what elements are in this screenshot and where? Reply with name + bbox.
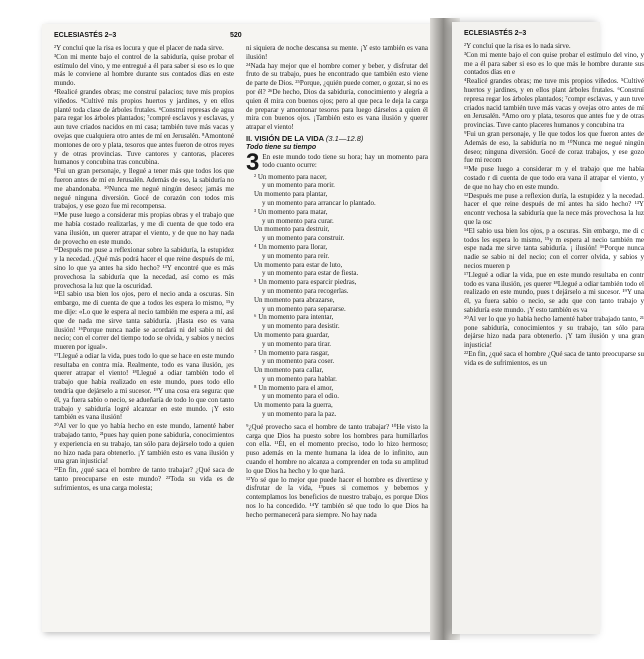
right-column <box>246 44 428 520</box>
right-page <box>452 22 644 634</box>
poem-line: y un momento para el odio. <box>262 392 339 401</box>
paragraph: ²Y concluí que la risa es lo nada sirve. <box>464 42 571 50</box>
poem-line: Un momento para estar de luto, <box>254 260 343 269</box>
paragraph: ²⁰Al ver lo que yo había hecho lamenté haber trabajado tanto, ²¹ pone sabiduría, conocimientos y su trabajo, tan sólo para dejárse hizo nada para obtenerlo. ¡Y tam ilusión y una gran injusticia! <box>464 314 644 350</box>
section-title: II. VISIÓN DE LA VIDA <box>246 133 324 143</box>
poem-line: y un momento para arrancar lo plantado. <box>262 198 376 207</box>
left-column <box>54 44 234 493</box>
poem-line: Un momento para abrazarse, <box>254 295 335 304</box>
poem-line: y un momento para coser. <box>262 357 335 366</box>
subtitle: Todo tiene su tiempo <box>246 143 317 151</box>
paragraph: ni siquiera de noche descansa su mente. ¡Y esto también es vana ilusión! <box>246 44 428 61</box>
poem-line: y un momento para estar de fiesta. <box>262 269 359 278</box>
paragraph: ²⁰Al ver lo que yo había hecho en este mundo, lamenté haber trabajado tanto, ²¹pues hay quien pone sabiduría, conocimientos y experiencia en su trabajo, tan sólo para dejárselo todo a quien no hizo nada para obtenerlo. ¡Y también esto es vana ilusión y una gran injusticia! <box>54 422 234 466</box>
left-page <box>42 24 440 632</box>
poem-line: y un momento para reír. <box>262 251 330 260</box>
paragraph: ²²En fin, ¿qué saca el hombre de tanto trabajar? ¿Qué saca de tanto preocuparse en este mundo? ²³Toda su vida es de sufrimientos, es una carga molesta; <box>54 466 234 492</box>
poem-line: y un momento para hablar. <box>262 374 337 383</box>
poem-line: y un momento para recogerlas. <box>262 286 349 295</box>
poem-line: Un momento para guardar, <box>254 330 330 339</box>
paragraph: ²Y concluí que la risa es locura y que el placer de nada sirve. <box>54 44 224 52</box>
chapter-number: 3 <box>246 148 260 176</box>
paragraph: ¹²Yo sé que lo mejor que puede hacer el hombre es divertirse y disfrutar de la vida, ¹³pues si comemos y bebemos y contemplamos los beneficios de nuestro trabajo, es porque Dios nos lo ha concedido. ¹⁴Y también sé que todo lo que Dios ha hecho permanecerá para siempre. No hay nada <box>246 475 428 519</box>
section-ref: (3.1—12.8) <box>325 133 364 143</box>
page-number: 520 <box>230 32 242 39</box>
poem-line: Un momento para plantar, <box>254 190 328 199</box>
chapter-intro <box>246 148 428 176</box>
poem-line: Un momento para destruir, <box>254 225 330 234</box>
running-header: ECLESIASTÉS 2–3 <box>54 32 117 39</box>
paragraph: ⁹¿Qué provecho saca el hombre de tanto trabajar? ¹⁰He visto la carga que Dios ha puesto sobre los hombres para humillarlos con ella. ¹¹Él, en el momento preciso, todo lo hizo hermoso; puso además en la mente humana la idea de lo infinito, aun cuando el hombre no alcanza a comprender en toda su amplitud lo que Dios ha hecho y lo que hará. <box>246 422 428 475</box>
poem-line: Un momento para callar, <box>254 366 324 375</box>
paragraph: ¹⁷Llegué a odiar la vida, pue en este mundo resultaba en contr todo es vana ilusión, ¡es querer ¹⁸Llegué a odiar también todo el realizado en este mundo, pues t dejárselo a mi sucesor. ¹⁹Y una él, ya fuera sabio o necio, se adu que con tanto trabajo y sabiduría este mundo. ¡Y esto también es va <box>464 270 644 314</box>
poem-line: ⁶ Un momento para intentar, <box>254 313 334 322</box>
poem-line: y un momento para morir. <box>262 181 335 190</box>
poem-line: ⁷ Un momento para rasgar, <box>254 348 330 357</box>
paragraph: ⁹Fui un gran personaje, y llegué a tener más que todos los que fueron antes de mí en Jerusalén. Además de eso, la sabiduría no me abandonaba. ¹⁰Nunca me negué ningún deseo; jamás me negué ninguna diversión. Gocé de corazón con todos mis trabajos, y ese gozo fue mi recompensa. <box>54 167 234 211</box>
poem-line: y un momento para curar. <box>262 216 334 225</box>
poem-line: ⁴ Un momento para llorar, <box>254 242 328 251</box>
chapter-intro-text: En este mundo todo tiene su hora; hay un momento para todo cuanto ocurre: <box>262 152 428 170</box>
poem-line: ⁸ Un momento para el amor, <box>254 383 334 392</box>
paragraph: ⁹Fui un gran personaje, y lle que todos los que fueron antes de Además de eso, la sabiduría no m ¹⁰Nunca me negué ningún deseo; ninguna diversión. Gocé de coraz trabajos, y ese gozo fue mi recom <box>464 129 644 165</box>
paragraph: ³Con mi mente bajo el control de la sabiduría, quise probar el estímulo del vino, y me entregué a él para saber si eso es lo que más le conviene al hombre durante sus contados días en este mundo. <box>54 52 234 88</box>
paragraph: ¹¹Me puse luego a considerar m y el trabajo que me había costado r di cuenta de que todo era vana il atrapar el viento, y de que no hay cho en este mundo. <box>464 165 644 191</box>
poem-line: y un momento para construir. <box>262 234 345 243</box>
paragraph: ¹⁷Llegué a odiar la vida, pues todo lo que se hace en este mundo resultaba en contra mía. Realmente, todo es vana ilusión, ¡es querer atrapar el viento! ¹⁸Llegué a odiar también todo el trabajo que había realizado en este mundo, pues todo ello tendría que dejárselo a mi sucesor. ¹⁹Y una cosa era segura: que él, ya fuera sabio o necio, se adueñaría de todo lo que con tanto trabajo y sabiduría logré alcanzar en este mundo. ¡Y esto también es vana ilusión! <box>54 351 234 422</box>
paragraph: ⁴Realicé grandes obras; me tuve mis propios viñedos. ⁵Cultivé huertos y jardines, y en ellos plant árboles frutales. ⁶Construí represa regar los árboles plantados; ⁷compr esclavas, y aun tuve criados nacid también tuve más vacas y ovejas otro antes de mí en Jerusalén. ⁸Amo oro y plata, tesoros que antes fue y de otras provincias. Tuve canto placeres humanos y concubina tra <box>464 77 644 130</box>
paragraph: ¹⁴El sabio usa bien los ojos, p a oscuras. Sin embargo, me di c todos les espera lo mismo, ¹⁵y m espera al necio también me espe nada me sirve tanta sabiduría. ¡ ilusión! ¹⁶Porque nunca nadie se sabio ni del necio; con el correr olvida, y sabios y necios mueren p <box>464 226 644 270</box>
poem-line: y un momento para la paz. <box>262 410 337 419</box>
poem-line: y un momento para separarse. <box>262 304 346 313</box>
running-header: ECLESIASTÉS 2–3 <box>464 30 527 37</box>
left-column <box>464 42 644 367</box>
poem-line: ³ Un momento para matar, <box>254 207 328 216</box>
poem-line: y un momento para desistir. <box>262 322 340 331</box>
poem-line: ² Un momento para nacer, <box>254 172 327 181</box>
paragraph: ⁴Realicé grandes obras; me construí palacios; tuve mis propios viñedos. ⁵Cultivé mis propios huertos y jardines, y en ellos planté toda clase de árboles frutales. ⁶Construí represas de agua para regar los árboles plantados; ⁷compré esclavos y esclavas, y aun tuve criados nacidos en mi casa; también tuve más vacas y ovejas que cualquiera otro antes de mí en Jerusalén. ⁸Amontoné montones de oro y plata, tesoros que antes fueron de otros reyes y de otras provincias. Tuve cantores y cantoras, placeres humanos y concubina tras concubina. <box>54 87 234 167</box>
paragraph: ¹⁴El sabio usa bien los ojos, pero el necio anda a oscuras. Sin embargo, me di cuenta de que a todos les espera lo mismo, ¹⁵y me dije: «Lo que le espera al necio también me espera a mí, así que de nada me sirve tanta sabiduría. ¡Hasta eso es vana ilusión! ¹⁶Porque nunca nadie se acordará ni del sabio ni del necio; con el correr del tiempo todo se olvida, y sabios y necios mueren por igual». <box>54 290 234 352</box>
paragraph: ³Con mi mente bajo el con quise probar el estímulo del vino, y me a él para saber si eso es lo que más le hombre durante sus contados días en e <box>464 50 644 77</box>
poem-line: Un momento para la guerra, <box>254 401 333 410</box>
paragraph: ¹²Después me puse a reflexionar sobre la sabiduría, la estupidez y la necedad. ¿Qué más podrá hacer el que reine después de mí, sino lo que ya antes ha sido hecho? ¹³Y encontré que es más provechosa la sabiduría que la necedad, así como es más provechosa la luz que la oscuridad. <box>54 246 234 290</box>
poem-line: ⁵ Un momento para esparcir piedras, <box>254 278 357 287</box>
section-heading <box>246 135 428 144</box>
poem-line: y un momento para tirar. <box>262 339 332 348</box>
paragraph: ¹¹Me puse luego a considerar mis propias obras y el trabajo que me había costado realizarlas, y me di cuenta de que todo era vana ilusión, un querer atrapar el viento, y de que no hay nada de provecho en este mundo. <box>54 211 234 246</box>
paragraph: ²⁴Nada hay mejor que el hombre comer y beber, y disfrutar del fruto de su trabajo, pues he encontrado que también esto viene de parte de Dios. ²⁵Porque, ¿quién puede comer, o gozar, si no es por él? ²⁶De hecho, Dios da sabiduría, conocimiento y alegría a quien él mira con buenos ojos; pero al que peca le deja la carga de preparar y amontonar tesoros para luego dárselos a quien él mira con buenos ojos. ¡También esto es vana ilusión y querer atrapar el viento! <box>246 61 428 132</box>
paragraph: ¹²Después me puse a reflexion duría, la estupidez y la necedad. hacer el que reine después de mí antes ha sido hecho? ¹³Y encontr vechosa la sabiduría que la nece más provechosa la luz que la osc <box>464 191 644 226</box>
paragraph: ²²En fin, ¿qué saca el hombre ¿Qué saca de tanto preocuparse su vida es de sufrimientos, es un <box>464 349 644 367</box>
